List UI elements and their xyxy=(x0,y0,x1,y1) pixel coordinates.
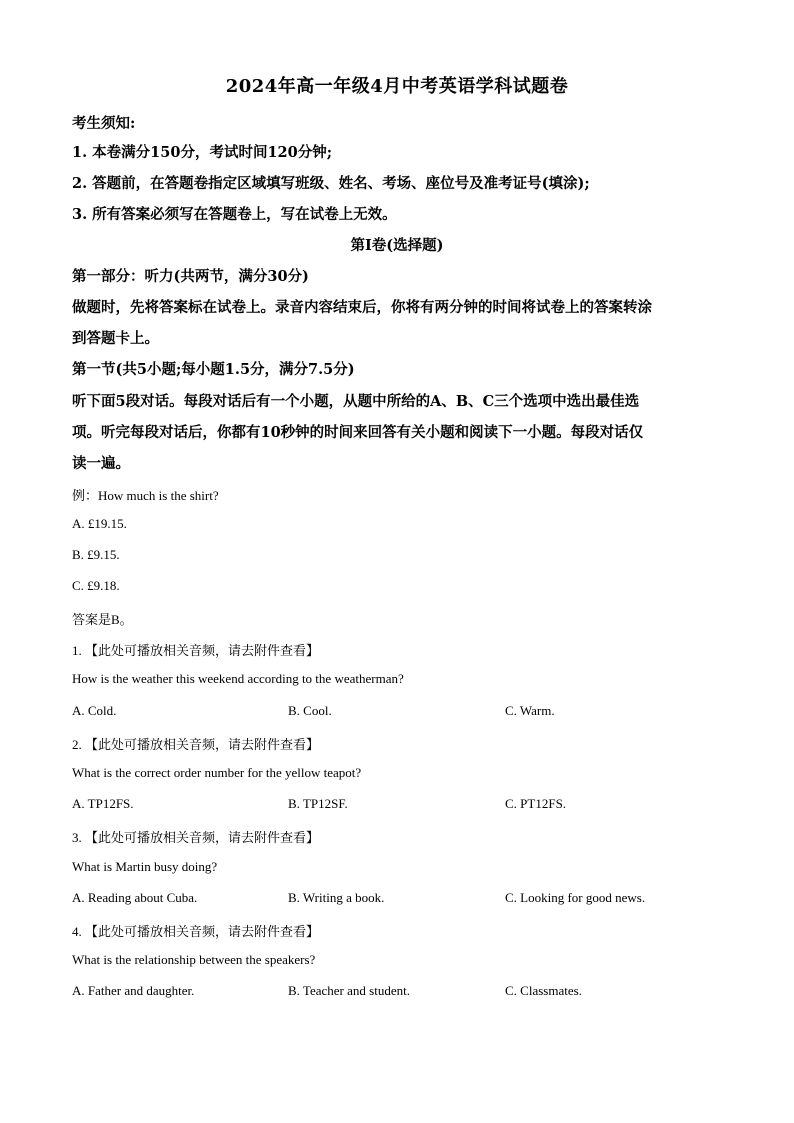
option-c: C. Warm. xyxy=(505,703,555,718)
part1-instruction: 做题时，先将答案标在试卷上。录音内容结束后，你将有两分钟的时间将试卷上的答案转涂 xyxy=(72,299,652,316)
example-question: 例：How much is the shirt? xyxy=(72,488,219,503)
notice-item: 1. 本卷满分150分，考试时间120分钟; xyxy=(72,144,333,161)
option-row xyxy=(72,703,722,721)
option-a: A. Reading about Cuba. xyxy=(72,890,198,905)
question-text: What is the correct order number for the yellow teapot? xyxy=(72,765,362,780)
option-row xyxy=(72,796,722,814)
part1-heading: 第一部分：听力(共两节，满分30分) xyxy=(72,268,309,285)
volume-title: 第Ⅰ卷(选择题) xyxy=(350,237,444,254)
notice-item: 3. 所有答案必须写在答题卷上，写在试卷上无效。 xyxy=(72,206,397,223)
exam-title: 2024年高一年级4月中考英语学科试题卷 xyxy=(225,76,569,97)
question-text: How is the weather this weekend according to the weatherman? xyxy=(72,671,404,686)
option-b: B. Teacher and student. xyxy=(288,983,410,998)
option-c: C. Classmates. xyxy=(505,983,582,998)
option-b: B. Writing a book. xyxy=(288,890,385,905)
audio-placeholder: 3. 【此处可播放相关音频，请去附件查看】 xyxy=(72,830,320,845)
option-c: C. Looking for good news. xyxy=(505,890,646,905)
audio-placeholder: 2. 【此处可播放相关音频，请去附件查看】 xyxy=(72,737,320,752)
part1-instruction: 到答题卡上。 xyxy=(72,330,159,347)
example-answer: 答案是B。 xyxy=(72,612,133,627)
notice-heading: 考生须知: xyxy=(72,115,136,132)
example-option: A. £19.15. xyxy=(72,516,127,531)
section1-heading: 第一节(共5小题;每小题1.5分，满分7.5分) xyxy=(72,361,355,378)
option-row xyxy=(72,890,722,908)
audio-placeholder: 4. 【此处可播放相关音频，请去附件查看】 xyxy=(72,924,320,939)
option-row xyxy=(72,983,722,1001)
option-a: A. Cold. xyxy=(72,703,117,718)
section1-instruction: 听下面5段对话。每段对话后有一个小题，从题中所给的A、B、C三个选项中选出最佳选 xyxy=(72,393,640,410)
example-option: C. £9.18. xyxy=(72,578,120,593)
option-b: B. TP12SF. xyxy=(288,796,348,811)
section1-instruction: 读一遍。 xyxy=(72,455,130,472)
audio-placeholder: 1. 【此处可播放相关音频，请去附件查看】 xyxy=(72,643,320,658)
notice-item: 2. 答题前，在答题卷指定区域填写班级、姓名、考场、座位号及准考证号(填涂); xyxy=(72,175,590,192)
example-option: B. £9.15. xyxy=(72,547,120,562)
option-a: A. TP12FS. xyxy=(72,796,134,811)
option-c: C. PT12FS. xyxy=(505,796,567,811)
section1-instruction: 项。听完每段对话后，你都有10秒钟的时间来回答有关小题和阅读下一小题。每段对话仅 xyxy=(72,424,644,441)
question-text: What is the relationship between the speakers? xyxy=(72,952,316,967)
question-text: What is Martin busy doing? xyxy=(72,859,218,874)
option-b: B. Cool. xyxy=(288,703,332,718)
option-a: A. Father and daughter. xyxy=(72,983,195,998)
